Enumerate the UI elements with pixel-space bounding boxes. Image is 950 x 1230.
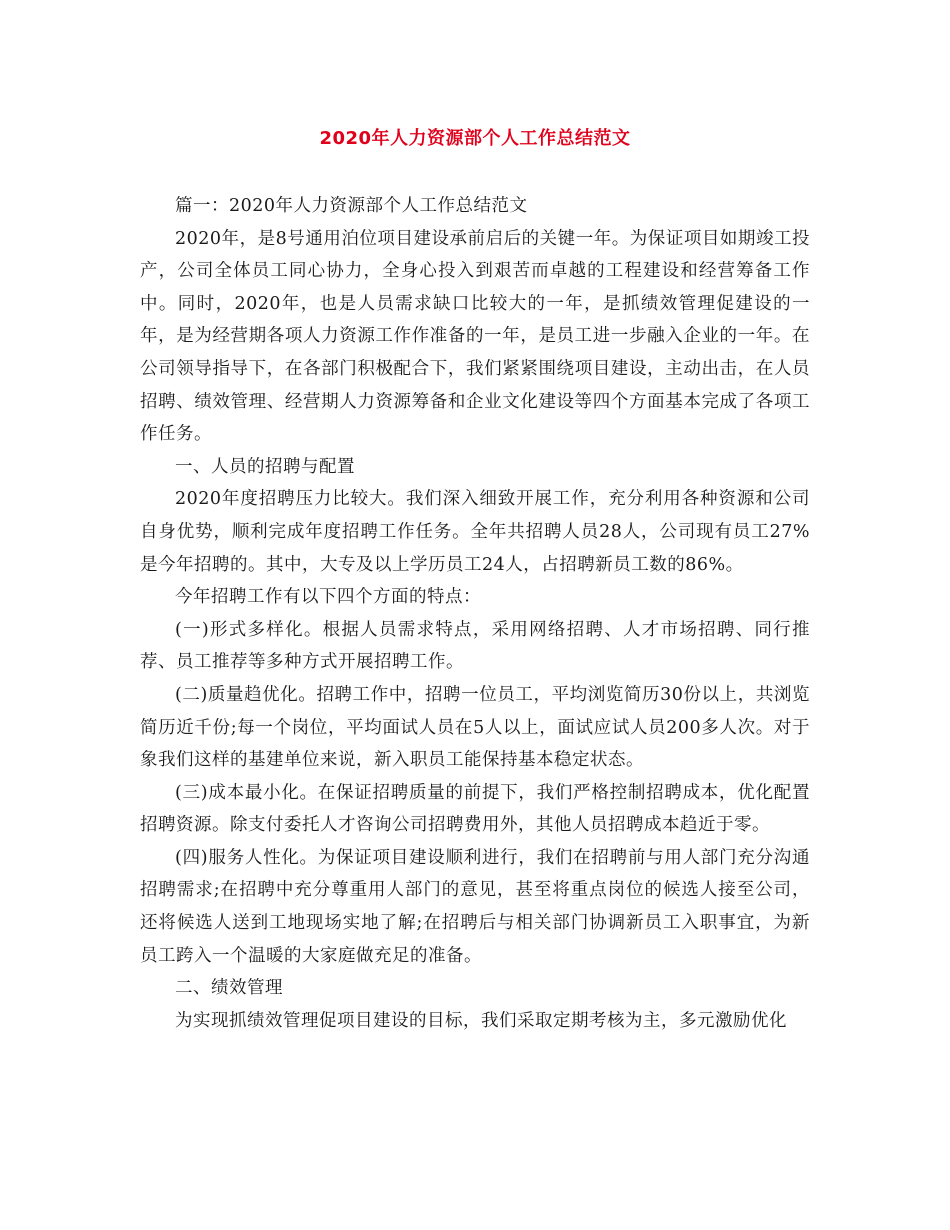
paragraph-recruitment-summary: 2020年度招聘压力比较大。我们深入细致开展工作，充分利用各种资源和公司自身优势，顺利完成年度招聘工作任务。全年共招聘人员28人，公司现有员工27%是今年招聘的。其中，大专及以上学历员工24人，占招聘新员工数的86%。 [140, 489, 810, 575]
paragraph-intro: 2020年，是8号通用泊位项目建设承前启后的关键一年。为保证项目如期竣工投产，公司全体员工同心协力，全身心投入到艰苦而卓越的工程建设和经营筹备工作中。同时，2020年，也是人员需求缺口比较大的一年，是抓绩效管理促建设的一年，是为经营期各项人力资源工作作准备的一年，是员工进一步融入企业的一年。在公司领导指导下，在各部门积极配合下，我们紧紧围绕项目建设，主动出击，在人员招聘、绩效管理、经营期人力资源筹备和企业文化建设等四个方面基本完成了各项工作任务。 [140, 228, 810, 445]
paragraph-heading-part-one: 篇一：2020年人力资源部个人工作总结范文 [175, 196, 528, 216]
paragraph-feature-quality: (二)质量趋优化。招聘工作中，招聘一位员工，平均浏览简历30份以上，共浏览简历近千份;每一个岗位，平均面试人员在5人以上，面试应试人员200多人次。对于象我们这样的基建单位来说，新入职员工能保持基本稳定状态。 [140, 684, 810, 771]
document-title: 2020年人力资源部个人工作总结范文 [319, 128, 631, 149]
document-body [140, 190, 810, 1037]
section-heading-recruitment: 一、人员的招聘与配置 [175, 456, 355, 477]
paragraph-feature-service: (四)服务人性化。为保证项目建设顺利进行，我们在招聘前与用人部门充分沟通招聘需求;在招聘中充分尊重用人部门的意见，甚至将重点岗位的候选人接至公司，还将候选人送到工地现场实地了解;在招聘后与相关部门协调新员工入职事宜，为新员工跨入一个温暖的大家庭做充足的准备。 [140, 847, 810, 966]
section-heading-performance: 二、绩效管理 [175, 978, 283, 999]
paragraph-feature-cost: (三)成本最小化。在保证招聘质量的前提下，我们严格控制招聘成本，优化配置招聘资源。除支付委托人才咨询公司招聘费用外，其他人员招聘成本趋近于零。 [140, 782, 810, 836]
paragraph-feature-diversified: (一)形式多样化。根据人员需求特点，采用网络招聘、人才市场招聘、同行推荐、员工推荐等多种方式开展招聘工作。 [140, 619, 810, 673]
paragraph-performance-intro: 为实现抓绩效管理促项目建设的目标，我们采取定期考核为主，多元激励优化 [175, 1010, 787, 1031]
paragraph-recruitment-features-intro: 今年招聘工作有以下四个方面的特点： [175, 587, 481, 608]
